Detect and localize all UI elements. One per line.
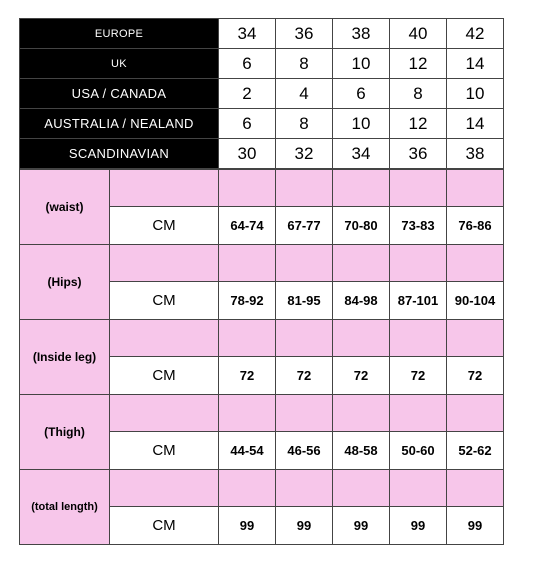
unit-label: CM <box>110 282 219 320</box>
measurement-label: (waist) <box>20 170 110 245</box>
size-value: 40 <box>390 19 447 49</box>
measurement-value: 67-77 <box>276 207 333 245</box>
pink-cell <box>110 245 219 282</box>
size-system-label: SCANDINAVIAN <box>20 139 219 169</box>
measurement-value: 72 <box>390 357 447 395</box>
pink-cell <box>276 470 333 507</box>
size-value: 38 <box>447 139 504 169</box>
measurement-value: 46-56 <box>276 432 333 470</box>
pink-cell <box>447 470 504 507</box>
size-value: 6 <box>333 79 390 109</box>
measurement-value: 44-54 <box>219 432 276 470</box>
measurement-value: 72 <box>276 357 333 395</box>
pink-cell <box>390 245 447 282</box>
unit-label: CM <box>110 432 219 470</box>
pink-cell <box>219 470 276 507</box>
measurement-value: 90-104 <box>447 282 504 320</box>
size-value: 30 <box>219 139 276 169</box>
size-row-uk <box>20 49 504 79</box>
size-row-scandinavian <box>20 139 504 169</box>
size-value: 10 <box>447 79 504 109</box>
pink-cell <box>390 170 447 207</box>
size-value: 12 <box>390 109 447 139</box>
measurement-value: 99 <box>276 507 333 545</box>
size-value: 8 <box>276 109 333 139</box>
size-value: 12 <box>390 49 447 79</box>
measurement-value: 84-98 <box>333 282 390 320</box>
measurement-value: 99 <box>447 507 504 545</box>
size-system-label: UK <box>20 49 219 79</box>
size-value: 36 <box>390 139 447 169</box>
size-chart-table <box>19 18 504 169</box>
measurement-value: 70-80 <box>333 207 390 245</box>
measurement-label: (Thigh) <box>20 395 110 470</box>
measurement-value: 48-58 <box>333 432 390 470</box>
size-system-label: EUROPE <box>20 19 219 49</box>
size-value: 42 <box>447 19 504 49</box>
pink-cell <box>333 395 390 432</box>
size-system-label: AUSTRALIA / NEALAND <box>20 109 219 139</box>
pink-cell <box>219 320 276 357</box>
size-value: 8 <box>390 79 447 109</box>
size-value: 2 <box>219 79 276 109</box>
pink-cell <box>333 470 390 507</box>
unit-label: CM <box>110 507 219 545</box>
measurement-value: 50-60 <box>390 432 447 470</box>
pink-cell <box>276 395 333 432</box>
measurement-value: 76-86 <box>447 207 504 245</box>
size-value: 6 <box>219 49 276 79</box>
measurement-value: 99 <box>390 507 447 545</box>
size-row-usa-canada <box>20 79 504 109</box>
pink-cell <box>447 395 504 432</box>
unit-label: CM <box>110 207 219 245</box>
size-row-australia <box>20 109 504 139</box>
measurement-value: 87-101 <box>390 282 447 320</box>
size-chart <box>19 18 503 550</box>
size-value: 34 <box>219 19 276 49</box>
measurement-row-hips <box>20 245 504 282</box>
pink-cell <box>110 470 219 507</box>
pink-cell <box>447 170 504 207</box>
pink-cell <box>276 320 333 357</box>
size-value: 10 <box>333 109 390 139</box>
measurement-row-thigh <box>20 395 504 432</box>
pink-cell <box>390 470 447 507</box>
measurement-value: 52-62 <box>447 432 504 470</box>
size-value: 10 <box>333 49 390 79</box>
pink-cell <box>219 170 276 207</box>
pink-cell <box>276 170 333 207</box>
pink-cell <box>219 395 276 432</box>
measurement-row-waist <box>20 170 504 207</box>
pink-cell <box>276 245 333 282</box>
pink-cell <box>110 170 219 207</box>
measurement-value: 81-95 <box>276 282 333 320</box>
size-value: 4 <box>276 79 333 109</box>
size-value: 14 <box>447 49 504 79</box>
measurement-table <box>19 169 504 545</box>
pink-cell <box>447 245 504 282</box>
pink-cell <box>110 395 219 432</box>
measurement-value: 78-92 <box>219 282 276 320</box>
size-value: 14 <box>447 109 504 139</box>
measurement-label: (total length) <box>20 470 110 545</box>
measurement-row-total-length <box>20 470 504 507</box>
size-value: 6 <box>219 109 276 139</box>
pink-cell <box>333 245 390 282</box>
measurement-label: (Inside leg) <box>20 320 110 395</box>
size-value: 38 <box>333 19 390 49</box>
measurement-value: 99 <box>219 507 276 545</box>
pink-cell <box>447 320 504 357</box>
pink-cell <box>390 320 447 357</box>
size-value: 34 <box>333 139 390 169</box>
measurement-value: 99 <box>333 507 390 545</box>
size-system-label: USA / CANADA <box>20 79 219 109</box>
measurement-row-inside-leg <box>20 320 504 357</box>
size-value: 8 <box>276 49 333 79</box>
pink-cell <box>333 170 390 207</box>
size-value: 32 <box>276 139 333 169</box>
pink-cell <box>219 245 276 282</box>
measurement-value: 72 <box>333 357 390 395</box>
measurement-value: 73-83 <box>390 207 447 245</box>
measurement-label: (Hips) <box>20 245 110 320</box>
pink-cell <box>333 320 390 357</box>
measurement-value: 72 <box>219 357 276 395</box>
size-row-europe <box>20 19 504 49</box>
pink-cell <box>110 320 219 357</box>
measurement-value: 64-74 <box>219 207 276 245</box>
size-value: 36 <box>276 19 333 49</box>
pink-cell <box>390 395 447 432</box>
unit-label: CM <box>110 357 219 395</box>
measurement-value: 72 <box>447 357 504 395</box>
